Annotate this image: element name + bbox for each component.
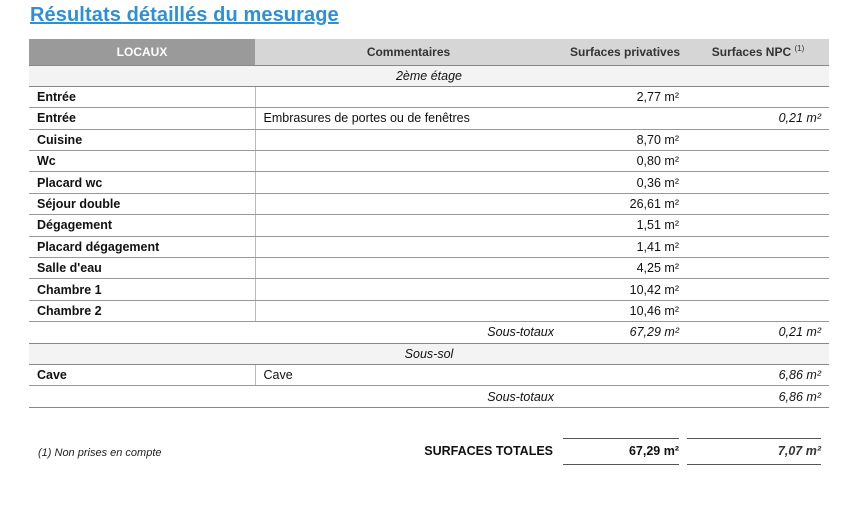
local-name: Chambre 2	[29, 300, 255, 321]
local-name: Placard wc	[29, 172, 255, 193]
surface-npc	[687, 236, 829, 257]
subtotal-label: Sous-totaux	[29, 322, 562, 343]
totals-label: SURFACES TOTALES	[424, 444, 553, 458]
section-title: 2ème étage	[29, 65, 829, 86]
surface-privative: 26,61 m²	[562, 193, 687, 214]
table-row	[29, 300, 829, 321]
local-name: Cuisine	[29, 129, 255, 150]
subtotal-label: Sous-totaux	[29, 386, 562, 407]
section-row	[29, 343, 829, 364]
comment	[255, 300, 562, 321]
subtotal-row	[29, 322, 829, 343]
table-row	[29, 86, 829, 107]
header-commentaires: Commentaires	[255, 39, 562, 65]
local-name: Dégagement	[29, 215, 255, 236]
surface-npc	[687, 193, 829, 214]
section-row	[29, 65, 829, 86]
surface-npc	[687, 215, 829, 236]
local-name: Entrée	[29, 86, 255, 107]
table-row	[29, 151, 829, 172]
comment	[255, 215, 562, 236]
surface-npc	[687, 279, 829, 300]
table-row	[29, 129, 829, 150]
table-row	[29, 236, 829, 257]
header-surfaces-npc-label: Surfaces NPC	[711, 45, 792, 60]
page-title: Résultats détaillés du mesurage	[30, 4, 339, 26]
subtotal-privative: 67,29 m²	[562, 322, 687, 343]
surface-privative: 2,77 m²	[562, 86, 687, 107]
surface-npc	[687, 300, 829, 321]
table-row	[29, 215, 829, 236]
subtotal-row	[29, 386, 829, 407]
surface-npc	[687, 258, 829, 279]
comment	[255, 86, 562, 107]
comment	[255, 258, 562, 279]
header-surfaces-npc	[687, 39, 829, 65]
surface-npc: 0,21 m²	[687, 108, 829, 129]
surface-npc: 6,86 m²	[687, 364, 829, 385]
table-body	[29, 65, 829, 407]
subtotal-npc: 0,21 m²	[687, 322, 829, 343]
surface-privative: 10,42 m²	[562, 279, 687, 300]
local-name: Chambre 1	[29, 279, 255, 300]
surface-privative: 8,70 m²	[562, 129, 687, 150]
footnote: (1) Non prises en compte	[38, 447, 162, 459]
table-row	[29, 258, 829, 279]
surface-npc	[687, 151, 829, 172]
comment	[255, 279, 562, 300]
comment	[255, 151, 562, 172]
table-row	[29, 193, 829, 214]
header-locaux: LOCAUX	[29, 39, 255, 65]
local-name: Cave	[29, 364, 255, 385]
surface-privative: 0,80 m²	[562, 151, 687, 172]
surface-npc	[687, 172, 829, 193]
comment	[255, 129, 562, 150]
totals-npc: 7,07 m²	[687, 438, 821, 465]
comment	[255, 236, 562, 257]
section-title: Sous-sol	[29, 343, 829, 364]
surface-npc	[687, 129, 829, 150]
measurement-table	[29, 39, 829, 408]
surface-privative: 1,41 m²	[562, 236, 687, 257]
surface-privative	[562, 108, 687, 129]
surface-npc	[687, 86, 829, 107]
surface-privative: 0,36 m²	[562, 172, 687, 193]
table-header-row	[29, 39, 829, 65]
table-row	[29, 364, 829, 385]
comment	[255, 172, 562, 193]
table-row	[29, 108, 829, 129]
header-surfaces-npc-note: (1)	[794, 44, 805, 54]
surface-privative: 1,51 m²	[562, 215, 687, 236]
comment: Cave	[255, 364, 562, 385]
subtotal-npc: 6,86 m²	[687, 386, 829, 407]
table-row	[29, 172, 829, 193]
totals-row	[412, 438, 830, 466]
comment: Embrasures de portes ou de fenêtres	[255, 108, 562, 129]
local-name: Séjour double	[29, 193, 255, 214]
table-row	[29, 279, 829, 300]
totals-privative: 67,29 m²	[563, 438, 679, 465]
local-name: Placard dégagement	[29, 236, 255, 257]
local-name: Salle d'eau	[29, 258, 255, 279]
comment	[255, 193, 562, 214]
header-surfaces-privatives: Surfaces privatives	[562, 39, 687, 65]
surface-privative: 10,46 m²	[562, 300, 687, 321]
local-name: Wc	[29, 151, 255, 172]
surface-privative	[562, 364, 687, 385]
surface-privative: 4,25 m²	[562, 258, 687, 279]
local-name: Entrée	[29, 108, 255, 129]
subtotal-privative	[562, 386, 687, 407]
